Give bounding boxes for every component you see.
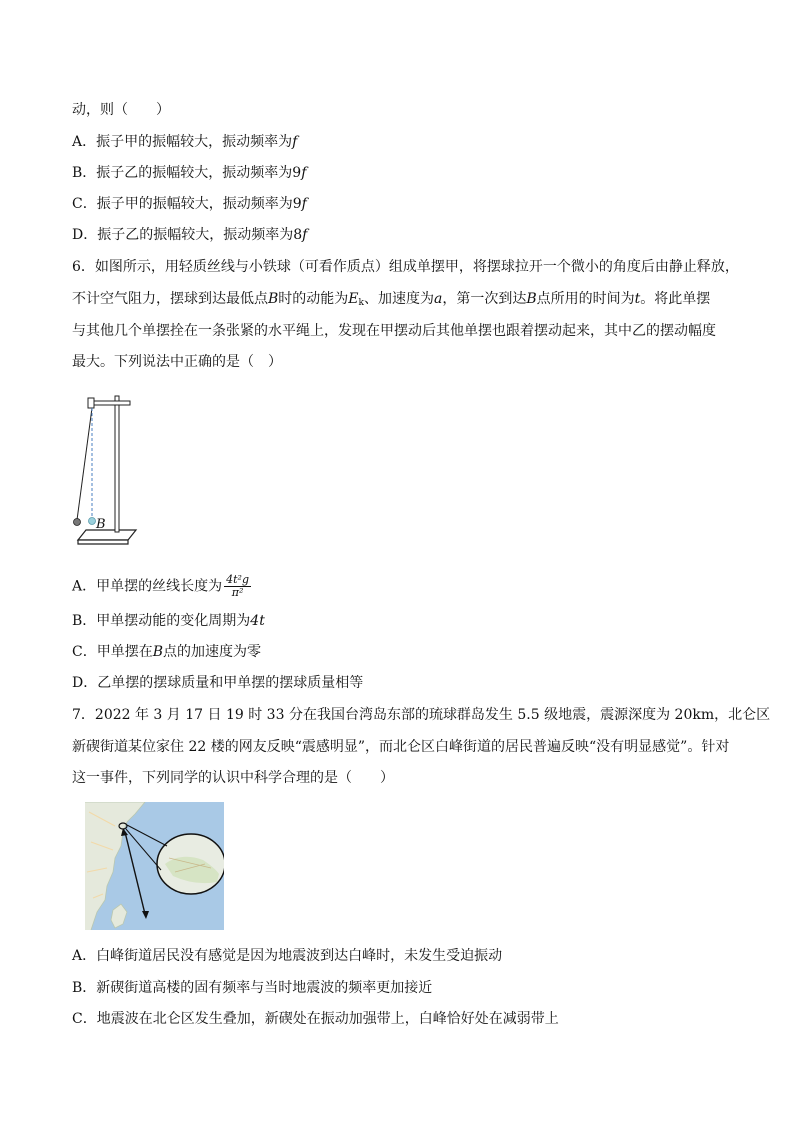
fraction: $\frac{\text{4t²g}}{\text{π²}}$: [226, 573, 249, 599]
q7-stem-line1: 7．2022 年 3 月 17 日 19 时 33 分在我国台湾岛东部的琉球群岛发生 5.5 级地震，震源深度为 20km，北仑区: [72, 707, 771, 723]
q6-stem-line4: 最大。下列说法中正确的是（ ）: [72, 354, 282, 370]
q5-option-a: A．振子甲的振幅较大，振动频率为f: [72, 134, 298, 150]
q7-stem-line3: 这一事件，下列同学的认识中科学合理的是（ ）: [72, 770, 394, 786]
q6-stem-line3: 与其他几个单摆拴在一条张紧的水平绳上，发现在甲摆动后其他单摆也跟着摆动起来，其中乙的摆动幅度: [72, 323, 716, 339]
q5-option-d: D．振子乙的振幅较大，振动频率为8f: [72, 227, 308, 243]
map-figure: [85, 802, 224, 930]
q5-option-b: B．振子乙的振幅较大，振动频率为9f: [72, 165, 307, 181]
q6-option-b: B．甲单摆动能的变化周期为4t: [72, 613, 265, 629]
q7-stem-line2: 新碶街道某位家住 22 楼的网友反映“震感明显”，而北仑区白峰街道的居民普遍反映“没有明显感觉”。针对: [72, 739, 730, 755]
q5-tail: 动，则（ ）: [72, 102, 170, 118]
q7-option-b: B．新碶街道高楼的固有频率与当时地震波的频率更加接近: [72, 980, 433, 996]
q7-option-c: C．地震波在北仑区发生叠加，新碶处在振动加强带上，白峰恰好处在减弱带上: [72, 1011, 559, 1027]
point-b-label: B: [96, 517, 106, 532]
q6-option-a: A．甲单摆的丝线长度为 $\frac{\text{4t²g}}{\text{π²}}$: [72, 573, 249, 599]
pendulum-figure: [72, 390, 142, 550]
q6-stem-line2: 不计空气阻力，摆球到达最低点B时的动能为$E_k$、加速度为a，第一次到达B点所用的时间为t。将此单摆: [72, 291, 711, 308]
q6-option-c: C．甲单摆在B点的加速度为零: [72, 644, 262, 660]
q7-option-a: A．白峰街道居民没有感觉是因为地震波到达白峰时，未发生受迫振动: [72, 948, 503, 964]
q6-option-d: D．乙单摆的摆球质量和甲单摆的摆球质量相等: [72, 675, 364, 691]
q5-option-c: C．振子甲的振幅较大，振动频率为9f: [72, 196, 307, 212]
q6-stem-line1: 6．如图所示，用轻质丝线与小铁球（可看作质点）组成单摆甲，将摆球拉开一个微小的角度后由静止释放，: [72, 259, 739, 275]
